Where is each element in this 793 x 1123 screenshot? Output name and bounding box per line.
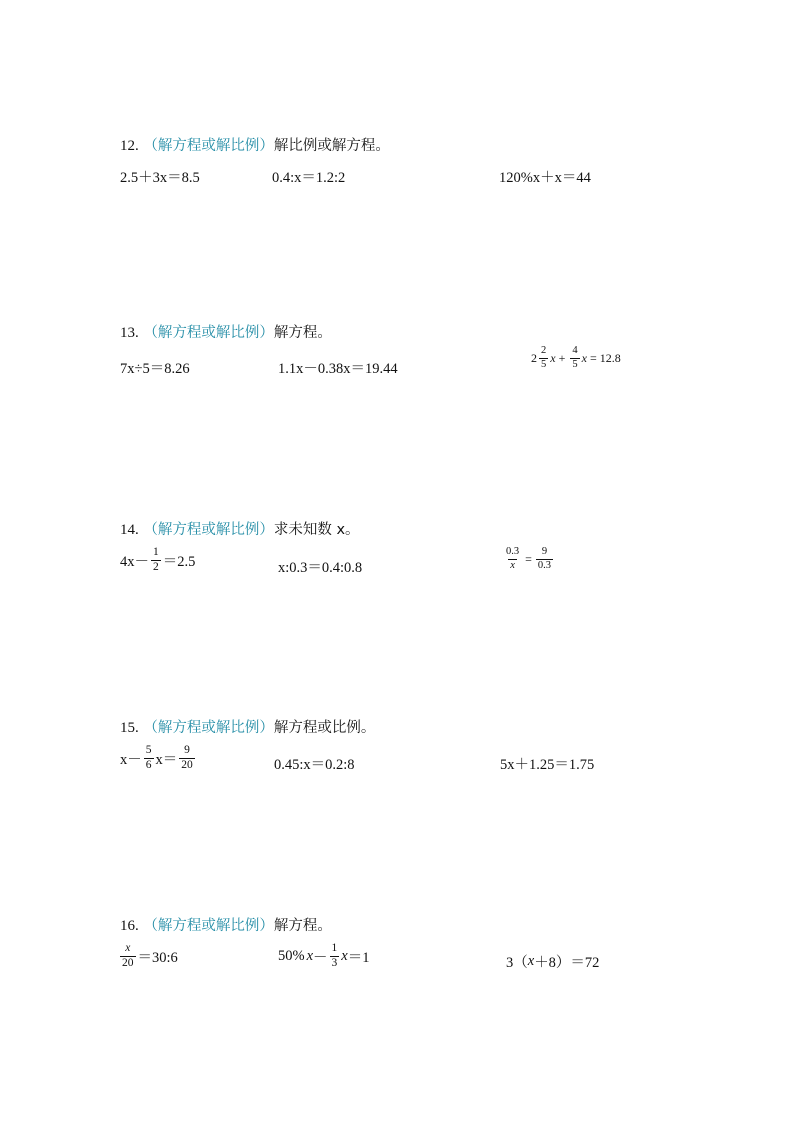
question-prompt: 求未知数 x。 xyxy=(273,522,360,538)
question-number: 12. xyxy=(120,138,139,154)
fraction xyxy=(179,745,195,771)
question-prompt: 解方程。 xyxy=(273,918,332,934)
denominator: x xyxy=(510,559,515,571)
variable: x xyxy=(527,953,535,969)
denominator: 5 xyxy=(541,358,547,370)
equation-prefix: x－ xyxy=(120,751,142,768)
question-number: 13. xyxy=(120,325,139,341)
denominator: 0.3 xyxy=(537,559,552,571)
question-number: 16. xyxy=(120,918,139,934)
numerator: 1 xyxy=(153,546,159,558)
question-15-heading xyxy=(120,716,375,737)
denominator: 5 xyxy=(572,358,578,370)
question-prompt: 解方程。 xyxy=(273,325,332,341)
question-tag: （解方程或解比例） xyxy=(143,522,274,538)
numerator: 4 xyxy=(572,345,578,356)
numerator: 9 xyxy=(541,546,548,557)
equation-suffix: ＋8）＝72 xyxy=(534,955,600,971)
denominator: 20 xyxy=(181,758,193,771)
equation-middle: x＝ xyxy=(155,751,178,768)
question-tag: （解方程或解比例） xyxy=(143,325,274,341)
question-16-heading xyxy=(120,914,332,935)
equation-suffix: ＝1 xyxy=(347,949,370,966)
equation-15c: 5x＋1.25＝1.75 xyxy=(500,757,595,773)
fraction xyxy=(120,943,136,969)
numerator: 5 xyxy=(145,744,152,756)
equation-13b: 1.1x－0.38x＝19.44 xyxy=(278,361,398,377)
question-tag: （解方程或解比例） xyxy=(143,138,274,154)
equation-16b xyxy=(278,943,369,969)
question-prompt: 解方程或比例。 xyxy=(273,720,376,736)
question-tag: （解方程或解比例） xyxy=(143,720,274,736)
equation-13a: 7x÷5＝8.26 xyxy=(120,361,190,377)
fraction xyxy=(570,346,579,370)
fraction xyxy=(144,745,154,771)
variable: x xyxy=(306,947,314,964)
fraction xyxy=(539,346,548,370)
denominator: 6 xyxy=(145,758,152,771)
equation-12c: 120%x＋x＝44 xyxy=(499,170,591,186)
question-12-heading xyxy=(120,134,390,155)
question-number: 15. xyxy=(120,720,139,736)
fraction xyxy=(536,547,553,571)
numerator: 1 xyxy=(331,942,338,954)
question-13-heading xyxy=(120,321,332,342)
denominator: 3 xyxy=(331,956,338,969)
equals-sign: = xyxy=(525,551,532,566)
fraction xyxy=(151,547,161,573)
right-hand-side: = 12.8 xyxy=(589,350,621,365)
equation-13c xyxy=(531,346,621,370)
question-prompt: 解比例或解方程。 xyxy=(273,138,390,154)
equation-12b: 0.4:x＝1.2:2 xyxy=(272,170,346,186)
equation-prefix: 3（ xyxy=(506,955,528,971)
equation-14b: x:0.3＝0.4:0.8 xyxy=(278,560,363,576)
equation-14c xyxy=(502,547,555,571)
variable: x xyxy=(550,350,556,365)
equation-prefix: 4x－ xyxy=(120,553,149,570)
equation-prefix: 50% xyxy=(278,947,305,964)
equation-suffix: ＝2.5 xyxy=(162,553,196,570)
minus-sign: － xyxy=(313,949,328,966)
numerator: 0.3 xyxy=(506,546,520,557)
variable: x xyxy=(341,947,348,964)
fraction xyxy=(330,943,340,969)
numerator: x xyxy=(125,942,131,954)
mixed-number-whole: 2 xyxy=(531,350,537,365)
numerator: 2 xyxy=(541,345,547,356)
question-number: 14. xyxy=(120,522,139,538)
equation-15b: 0.45:x＝0.2:8 xyxy=(274,757,355,773)
equation-14a xyxy=(120,547,195,573)
variable: x xyxy=(581,350,587,365)
question-tag: （解方程或解比例） xyxy=(143,918,274,934)
numerator: 9 xyxy=(184,744,190,756)
equation-15a xyxy=(120,745,197,771)
fraction xyxy=(504,547,521,571)
denominator: 20 xyxy=(122,956,134,969)
equation-16c xyxy=(506,951,599,972)
equation-suffix: ＝30:6 xyxy=(137,949,178,966)
plus-sign: + xyxy=(558,350,566,365)
equation-12a: 2.5＋3x＝8.5 xyxy=(120,170,200,186)
denominator: 2 xyxy=(153,560,159,573)
equation-16a xyxy=(118,943,178,969)
question-14-heading xyxy=(120,518,360,539)
